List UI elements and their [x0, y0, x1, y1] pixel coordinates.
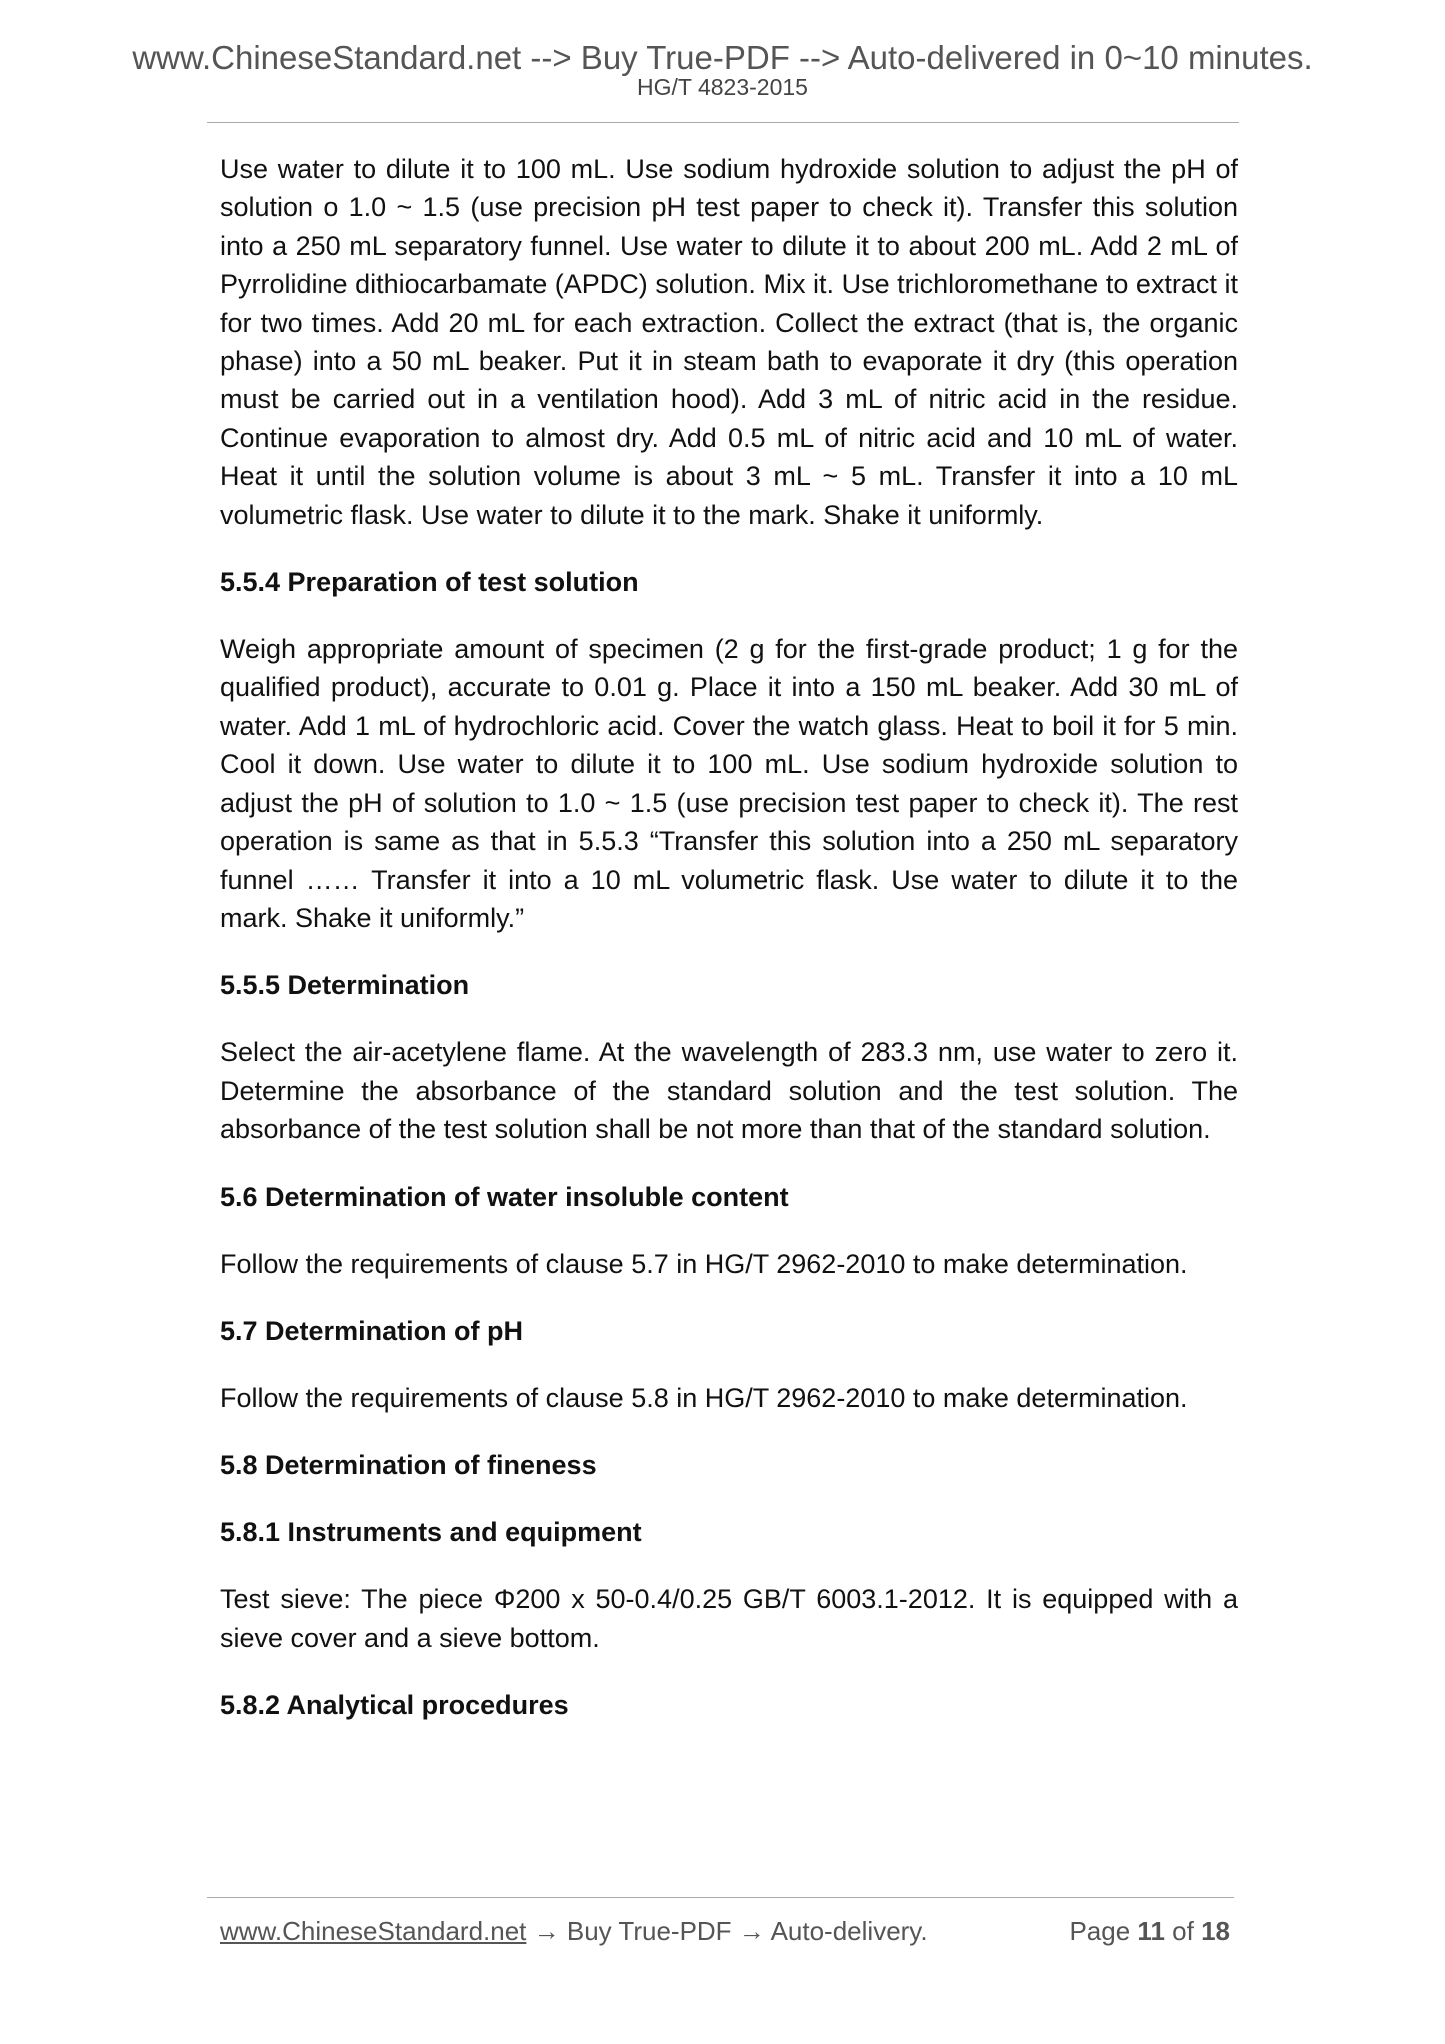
- page-footer: [220, 1914, 1230, 1948]
- page-indicator: [1069, 1914, 1230, 1948]
- page-total: 18: [1201, 1916, 1230, 1946]
- footer-divider: [207, 1897, 1234, 1898]
- paragraph-apdc-extraction: Use water to dilute it to 100 mL. Use sodium hydroxide solution to adjust the pH of solution o 1.0 ~ 1.5 (use precision pH test paper to check it). Transfer this solution into a 250 mL separatory funnel. Use water to dilute it to about 200 mL. Add 2 mL of Pyrrolidine dithiocarbamate (APDC) solution. Mix it. Use trichloromethane to extract it for two times. Add 20 mL for each extraction. Collect the extract (that is, the organic phase) into a 50 mL beaker. Put it in steam bath to evaporate it dry (this operation must be carried out in a ventilation hood). Add 3 mL of nitric acid in the residue. Continue evaporation to almost dry. Add 0.5 mL of nitric acid and 10 mL of water. Heat it until the solution volume is about 3 mL ~ 5 mL. Transfer it into a 10 mL volumetric flask. Use water to dilute it to the mark. Shake it uniformly.: [220, 154, 1238, 530]
- of-label: of: [1172, 1916, 1194, 1946]
- paragraph-water-insoluble: Follow the requirements of clause 5.7 in HG/T 2962-2010 to make determination.: [220, 1248, 1188, 1279]
- header-divider: [207, 122, 1239, 123]
- page-label: Page: [1069, 1916, 1131, 1946]
- page-content: [220, 150, 1238, 1753]
- paragraph-test-solution: Weigh appropriate amount of specimen (2 g for the first-grade product; 1 g for the qualified product), accurate to 0.01 g. Place it into a 150 mL beaker. Add 30 mL of water. Add 1 mL of hydrochloric acid. Cover the watch glass. Heat to boil it for 5 min. Cool it down. Use water to dilute it to 100 mL. Use sodium hydroxide solution to adjust the pH of solution to 1.0 ~ 1.5 (use precision test paper to check it). The rest operation is same as that in 5.5.3 “Transfer this solution into a 250 mL separatory funnel …… Transfer it into a 10 mL volumetric flask. Use water to dilute it to the mark. Shake it uniformly.”: [220, 634, 1238, 933]
- heading-5-8-1: 5.8.1 Instruments and equipment: [220, 1517, 642, 1548]
- heading-5-8-2: 5.8.2 Analytical procedures: [220, 1690, 569, 1721]
- heading-5-5-5: 5.5.5 Determination: [220, 970, 470, 1001]
- paragraph-determination: Select the air-acetylene flame. At the wavelength of 283.3 nm, use water to zero it. Determine the absorbance of the standard solution and the test solution. The absorbance of the test solution shall be not more than that of the standard solution.: [220, 1037, 1238, 1145]
- page-number: 11: [1137, 1916, 1165, 1946]
- heading-5-7: 5.7 Determination of pH: [220, 1315, 524, 1346]
- paragraph-ph: Follow the requirements of clause 5.8 in HG/T 2962-2010 to make determination.: [220, 1382, 1188, 1413]
- standard-code: HG/T 4823-2015: [637, 74, 808, 100]
- heading-5-6: 5.6 Determination of water insoluble content: [220, 1181, 789, 1212]
- footer-site-link[interactable]: www.ChineseStandard.net: [220, 1916, 527, 1946]
- heading-5-5-4: 5.5.4 Preparation of test solution: [220, 567, 639, 598]
- paragraph-test-sieve: Test sieve: The piece Φ200 x 50-0.4/0.25 GB/T 6003.1-2012. It is equipped with a sieve cover and a sieve bottom.: [220, 1584, 1238, 1653]
- heading-5-8: 5.8 Determination of fineness: [220, 1450, 597, 1481]
- site-banner: www.ChineseStandard.net --> Buy True-PDF --> Auto-delivered in 0~10 minutes.: [132, 39, 1313, 76]
- footer-tagline: → Buy True-PDF → Auto-delivery.: [526, 1916, 928, 1946]
